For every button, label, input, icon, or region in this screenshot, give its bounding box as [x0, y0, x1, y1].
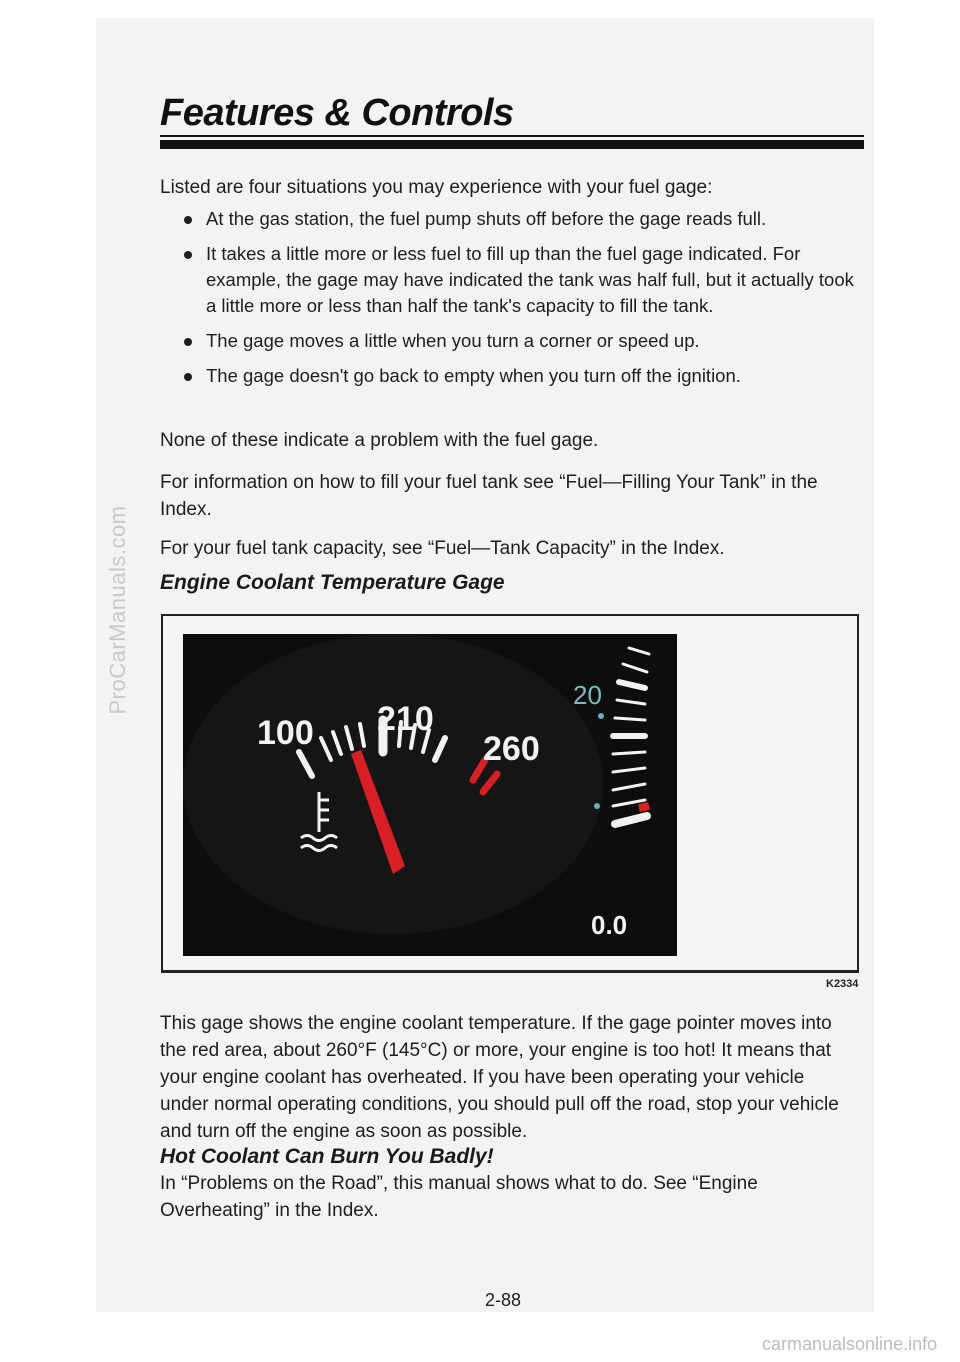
side-watermark: ProCarManuals.com [105, 505, 130, 715]
gauge-label-high: 260 [483, 730, 540, 768]
side-scale-readout: 20 [573, 680, 602, 710]
list-item [184, 328, 854, 354]
page-number: 2-88 [484, 1290, 522, 1310]
bullet-icon [184, 338, 192, 346]
bullet-icon [184, 216, 192, 224]
footer-logo: carmanualsonline.info [762, 1334, 938, 1354]
no-problem-paragraph: None of these indicate a problem with the fuel gage. [160, 430, 599, 451]
fill-info-paragraph: For information on how to fill your fuel tank see “Fuel—Filling Your Tank” in the Index. [160, 472, 818, 520]
side-scale-dot [594, 803, 600, 809]
section-heading: Engine Coolant Temperature Gage [160, 571, 505, 594]
warning-paragraph: In “Problems on the Road”, this manual shows what to do. See “Engine Overheating” in the Index. [160, 1173, 758, 1221]
gauge-dial-face [183, 634, 603, 934]
list-item-text: The gage doesn't go back to empty when you turn off the ignition. [206, 365, 741, 386]
intro-paragraph: Listed are four situations you may experience with your fuel gage: [160, 177, 713, 198]
warning-heading: Hot Coolant Can Burn You Badly! [160, 1145, 494, 1168]
list-item [184, 206, 854, 232]
figure-bottom-rule [161, 970, 859, 973]
list-item [184, 241, 854, 319]
coolant-gauge-photo [183, 634, 677, 956]
gauge-explanation-paragraph: This gage shows the engine coolant temperature. If the gage pointer moves into the red area, about 260°F (145°C) or more, your engine is too hot! It means that your engine coolant has overheated. If you have been operating your vehicle under normal operating conditions, you should pull off the road, stop your vehicle and turn off the engine as soon as possible. [160, 1013, 839, 1142]
side-scale-red-mark [639, 806, 649, 808]
bullet-icon [184, 251, 192, 259]
gauge-label-low: 100 [257, 714, 314, 752]
gauge-label-mid: 210 [377, 700, 434, 738]
list-item-text: The gage moves a little when you turn a corner or speed up. [206, 330, 700, 351]
odometer-readout: 0.0 [591, 910, 628, 940]
situation-list [184, 206, 854, 398]
list-item-text: It takes a little more or less fuel to fill up than the fuel gage indicated. For example, the gage may have indicated the tank was half full, but it actually took a little more or less than half the tank's capacity to fill the tank. [206, 243, 854, 316]
header-rule-thick [160, 140, 864, 149]
page-title: Features & Controls [160, 92, 514, 134]
figure-code: K2334 [826, 978, 859, 990]
side-scale-dot [598, 713, 604, 719]
capacity-info-paragraph: For your fuel tank capacity, see “Fuel—Tank Capacity” in the Index. [160, 538, 725, 559]
bullet-icon [184, 373, 192, 381]
header-rule-thin [160, 135, 864, 137]
list-item [184, 363, 854, 389]
list-item-text: At the gas station, the fuel pump shuts off before the gage reads full. [206, 208, 767, 229]
